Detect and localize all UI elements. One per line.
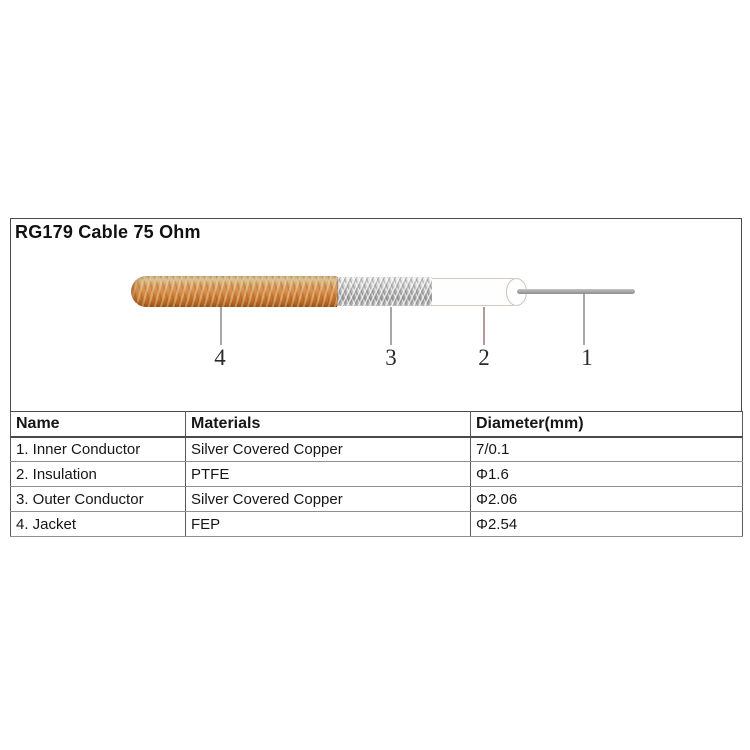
cell-diameter: Φ2.06: [471, 487, 743, 512]
column-header-name: Name: [11, 412, 186, 437]
callout-number-inner-conductor: 1: [581, 345, 593, 370]
callout-number-outer-conductor: 3: [385, 345, 397, 370]
cable-inner-conductor-wire: [517, 289, 635, 294]
callout-number-jacket: 4: [214, 345, 226, 370]
table-row-outer-conductor: [11, 487, 743, 512]
leader-line-3: [390, 307, 392, 345]
spec-table: [10, 411, 743, 537]
spec-panel: [10, 218, 742, 537]
cell-material: Silver Covered Copper: [186, 487, 471, 512]
cable-outer-conductor-braid: [337, 277, 432, 306]
table-row-insulation: [11, 462, 743, 487]
cell-diameter: Φ1.6: [471, 462, 743, 487]
spec-table-header-row: [11, 412, 743, 437]
table-row-inner-conductor: [11, 437, 743, 462]
cell-diameter: Φ2.54: [471, 512, 743, 537]
cable-jacket-layer: [131, 276, 337, 307]
callout-number-insulation: 2: [478, 345, 490, 370]
cell-diameter: 7/0.1: [471, 437, 743, 462]
column-header-materials: Materials: [186, 412, 471, 437]
cell-name: 2. Insulation: [11, 462, 186, 487]
diagram-panel: [10, 218, 742, 411]
cell-material: Silver Covered Copper: [186, 437, 471, 462]
page-title: RG179 Cable 75 Ohm: [15, 222, 201, 242]
cell-name: 4. Jacket: [11, 512, 186, 537]
column-header-diameter: Diameter(mm): [471, 412, 743, 437]
cable-insulation-layer: [432, 278, 514, 306]
table-row-jacket: [11, 512, 743, 537]
cell-name: 1. Inner Conductor: [11, 437, 186, 462]
leader-line-4: [220, 307, 222, 345]
cell-material: PTFE: [186, 462, 471, 487]
leader-line-2: [483, 307, 485, 345]
cell-material: FEP: [186, 512, 471, 537]
leader-line-1: [583, 294, 585, 345]
cell-name: 3. Outer Conductor: [11, 487, 186, 512]
